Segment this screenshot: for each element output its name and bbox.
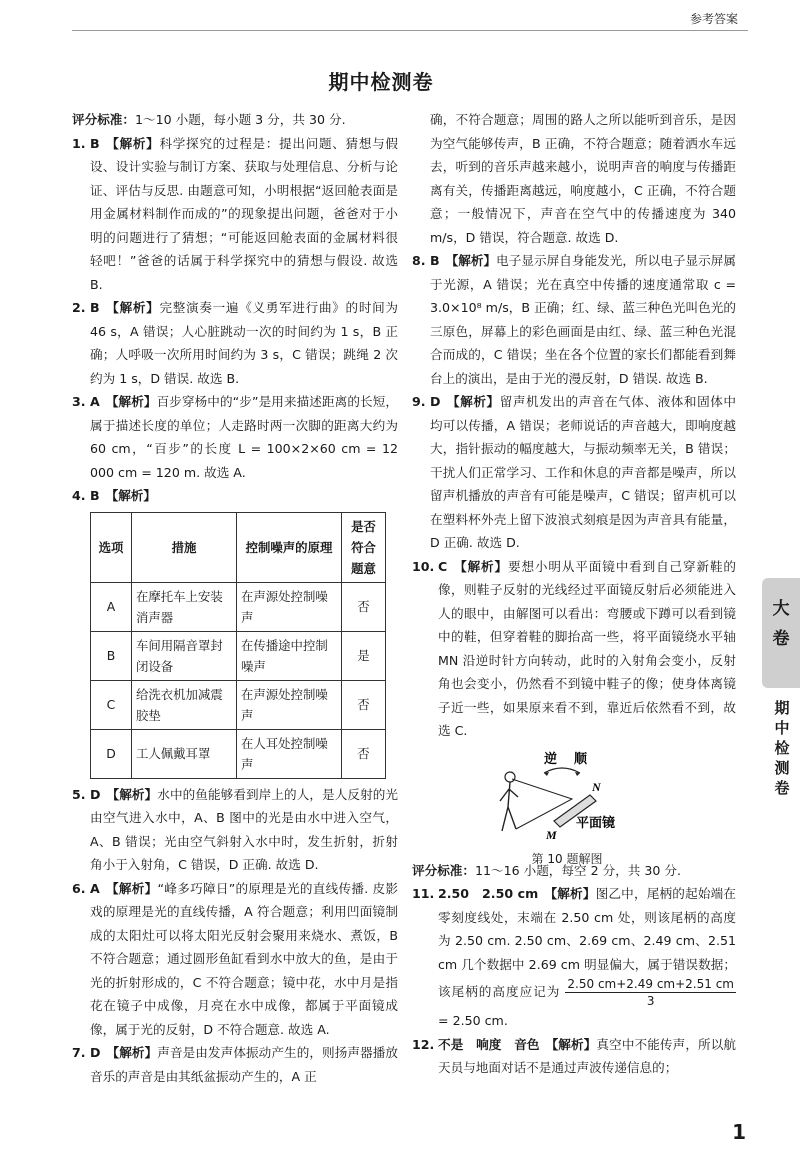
analysis-tag: 【解析】 [544,886,596,901]
table-cell: 在声源处控制噪声 [237,582,342,631]
question-10 [412,555,736,743]
header-label: 参考答案 [690,12,739,26]
analysis-text: “峰多巧障日”的原理是光的直线传播. 皮影戏的原理是光的直线传播，A 符合题意；利用凹面镜制成的太阳灶可以将太阳光反射会聚用来烧水、煮饭，B 不符合题意；通过圆形鱼缸看到水中放大的鱼，是由于光的折射形成的，C 不符合题意；镜中花，水中月是指花在镜子中成像，月亮在水中成像，都属于平面镜成像，属于光的反射，D 不符合题意. 故选 A. [90,880,398,1037]
analysis-text: 真空中不能传声，所以航天员与地面对话不是通过声波传递信息的； [438,1036,737,1075]
table-cell: 给洗衣机加减震胶垫 [132,680,237,729]
question-number: 9. [412,394,426,409]
table-cell: 否 [342,582,386,631]
question-8 [412,249,736,390]
table-cell: B [91,631,132,680]
analysis-tag: 【解析】 [445,253,497,268]
table-row [91,680,386,729]
mirror-diagram [492,749,642,866]
question-11 [412,882,736,1033]
fraction-denominator: 3 [646,994,655,1008]
question-number: 8. [412,253,426,268]
side-section-label: 期中检测卷 [774,699,790,797]
person-head-icon [505,772,515,782]
table-header: 选项 [91,512,132,582]
analysis-tag: 【解析】 [106,786,158,802]
answer: B [90,135,100,151]
question-4 [72,484,398,508]
equals-sign: = [438,1013,449,1028]
analysis-text: 百步穿杨中的“步”是用来描述距离的长短，属于描述长度的单位；人走路时两一次脚的距离大约为 60 cm，“百步”的长度 L = 100×2×60 cm = 12 000 cm = 120 m. 故选 A. [90,394,398,480]
right-column [412,108,736,1080]
person-figure-icon [500,782,518,831]
label-ni: 逆 [544,750,558,766]
table-cell: A [91,582,132,631]
question-number: 6. [72,880,86,896]
table-cell: 否 [342,729,386,778]
question-12 [412,1033,736,1080]
question-number: 12. [412,1036,435,1052]
answer: B [90,488,100,503]
table-header: 措施 [132,512,237,582]
analysis-tag: 【解析】 [453,558,508,574]
question-number: 10. [412,558,435,574]
table-cell: 车间用隔音罩封闭设备 [132,631,237,680]
table-row [91,729,386,778]
scoring-text: 1～10 小题，每小题 3 分，共 30 分. [134,112,346,127]
noise-control-table [90,512,386,779]
analysis-text: 图乙中，尾柄的起始端在零刻度线处，末端在 2.50 cm 处，则该尾柄的高度为 2.50 cm. 2.50 cm、2.69 cm、2.49 cm、2.51 cm 几个数据中 2.69 cm 明显偏大，属于错误数据；该尾柄的高度应记为 [438,886,736,999]
answer: B [430,253,440,268]
side-tab-char: 大 [772,599,790,619]
question-7 [72,1041,398,1088]
table-cell: 是 [342,631,386,680]
scoring-label: 评分标准： [412,862,475,878]
label-m: M [546,827,557,841]
table-cell: D [91,729,132,778]
answer: A [90,394,100,409]
question-number: 1. [72,135,86,151]
answer: 2.50 2.50 cm [438,886,539,901]
analysis-tag: 【解析】 [446,394,500,409]
analysis-tag: 【解析】 [105,394,157,409]
analysis-text: 声音是由发声体振动产生的，则扬声器播放音乐的声音是由其纸盆振动产生的，A 正 [90,1045,399,1084]
side-tab-char: 卷 [772,629,790,649]
table-header: 是否符合题意 [342,512,386,582]
analysis-tag: 【解析】 [105,488,156,503]
figure-caption: 第 10 题解图 [531,852,603,866]
table-row [91,631,386,680]
answer: D [90,1045,101,1060]
answer: B [90,300,100,315]
scoring-standard-1 [72,108,398,132]
label-n: N [592,779,601,794]
table-header: 控制噪声的原理 [237,512,342,582]
average-fraction [565,976,736,1009]
label-mirror: 平面镜 [576,814,616,830]
question-number: 4. [72,488,86,503]
page-number: 1 [732,1120,746,1144]
analysis-tag: 【解析】 [106,1045,158,1060]
table-cell: 在声源处控制噪声 [237,680,342,729]
analysis-text: 留声机发出的声音在气体、液体和固体中均可以传播，A 错误；老师说话的声音越大，即响度越大，指针振动的幅度越大，与振动频率无关，B 错误；干扰人们正常学习、工作和休息的声音都是噪声，所以留声机播放的声音有可能是噪声，C 错误；留声机可以在塑料杯外壳上留下波浪式刻痕是因为声音具有能量，D 正确. 故选 D. [430,394,737,550]
table-cell: C [91,680,132,729]
question-number: 11. [412,886,435,901]
analysis-text: 科学探究的过程是：提出问题、猜想与假设、设计实验与制订方案、获取与处理信息、分析与论证、评估与反思. 由题意可知，小明根据“返回舱表面是用金属材料制作而成的”的现象提出问题，爸爸对于小明的问题进行了猜想；“可能返回舱表面的金属材料很轻吧！”爸爸的话属于科学探究中的猜想与假设. 故选 B. [90,135,399,292]
table-row [91,582,386,631]
question-2 [72,296,398,390]
question-number: 5. [72,786,86,802]
scoring-text: 11～16 小题，每空 2 分，共 30 分. [474,862,682,878]
table-cell: 在传播途中控制噪声 [237,631,342,680]
left-column [72,108,398,1088]
answer: 不是 响度 音色 [438,1036,540,1052]
analysis-text: 水中的鱼能够看到岸上的人，是人反射的光由空气进入水中，A、B 图中的光是由水中进入空气，A、B 错误；光由空气斜射入水中时，发生折射，折射角小于入射角，C 错误，D 正确. 故选 D. [90,786,399,872]
analysis-tag: 【解析】 [105,300,160,315]
question-number: 2. [72,300,86,315]
header-rule [72,30,748,31]
analysis-text: 电子显示屏自身能发光，所以电子显示屏属于光源，A 错误；光在真空中传播的速度通常取 c = 3.0×10⁸ m/s，B 正确；红、绿、蓝三种色光叫色光的三原色，屏幕上的彩色画面是由红、绿、蓝三种色光混合而成的，C 错误；坐在各个位置的家长们都能看到舞台上的演出，是由于光的漫反射，D 错误. 故选 B. [430,253,737,386]
question-7-continued: 确，不符合题意；周围的路人之所以能听到音乐，是因为空气能够传声，B 正确，不符合题意；随着洒水车远去，听到的音乐声越来越小，说明声音的响度与传播距离有关，传播距离越远，响度越小，C 正确，不符合题意；一般情况下，声音在空气中的传播速度为 340 m/s，D 错误，符合题意. 故选 D. [430,112,736,245]
answer: D [430,394,441,409]
rotation-arrow-icon [544,768,580,773]
answer: D [90,786,101,802]
question-6 [72,877,398,1042]
label-shun: 顺 [574,750,588,766]
question-3 [72,390,398,484]
result-text: 2.50 cm. [452,1013,508,1028]
question-number: 7. [72,1045,86,1060]
question-9 [412,390,736,555]
scoring-label: 评分标准： [72,112,135,127]
question-1 [72,132,398,297]
page-title: 期中检测卷 [328,70,434,94]
table-cell: 工人佩戴耳罩 [132,729,237,778]
analysis-tag: 【解析】 [105,135,160,151]
analysis-tag: 【解析】 [105,880,158,896]
mirror-diagram-svg [492,749,642,841]
question-number: 3. [72,394,86,409]
fraction-numerator: 2.50 cm+2.49 cm+2.51 cm [567,977,734,991]
analysis-text: 要想小明从平面镜中看到自己穿新鞋的像，则鞋子反射的光线经过平面镜反射后必须能进入人的眼中，由解图可以看出：弯腰或下蹲可以看到镜中的鞋，但穿着鞋的脚抬高一些，将平面镜绕水平轴 MN 沿逆时针方向转动，此时的入射角会变小，反射角也会变小，仍然看不到镜中鞋子的像；使身体离镜子近一些，如果原来看不到，靠近后依然看不到，故选 C. [438,558,737,738]
table-cell: 否 [342,680,386,729]
table-cell: 在摩托车上安装消声器 [132,582,237,631]
table-cell: 在人耳处控制噪声 [237,729,342,778]
answer: C [438,558,448,574]
answer: A [90,880,100,896]
question-5 [72,783,398,877]
side-tab [762,578,800,688]
analysis-tag: 【解析】 [545,1036,597,1052]
analysis-text: 完整演奏一遍《义勇军进行曲》的时间为 46 s，A 错误；人心脏跳动一次的时间约为 1 s，B 正确；人呼吸一次所用时间约为 3 s，C 错误；跳绳 2 次约为 1 s，D 错误. 故选 B. [90,300,399,386]
